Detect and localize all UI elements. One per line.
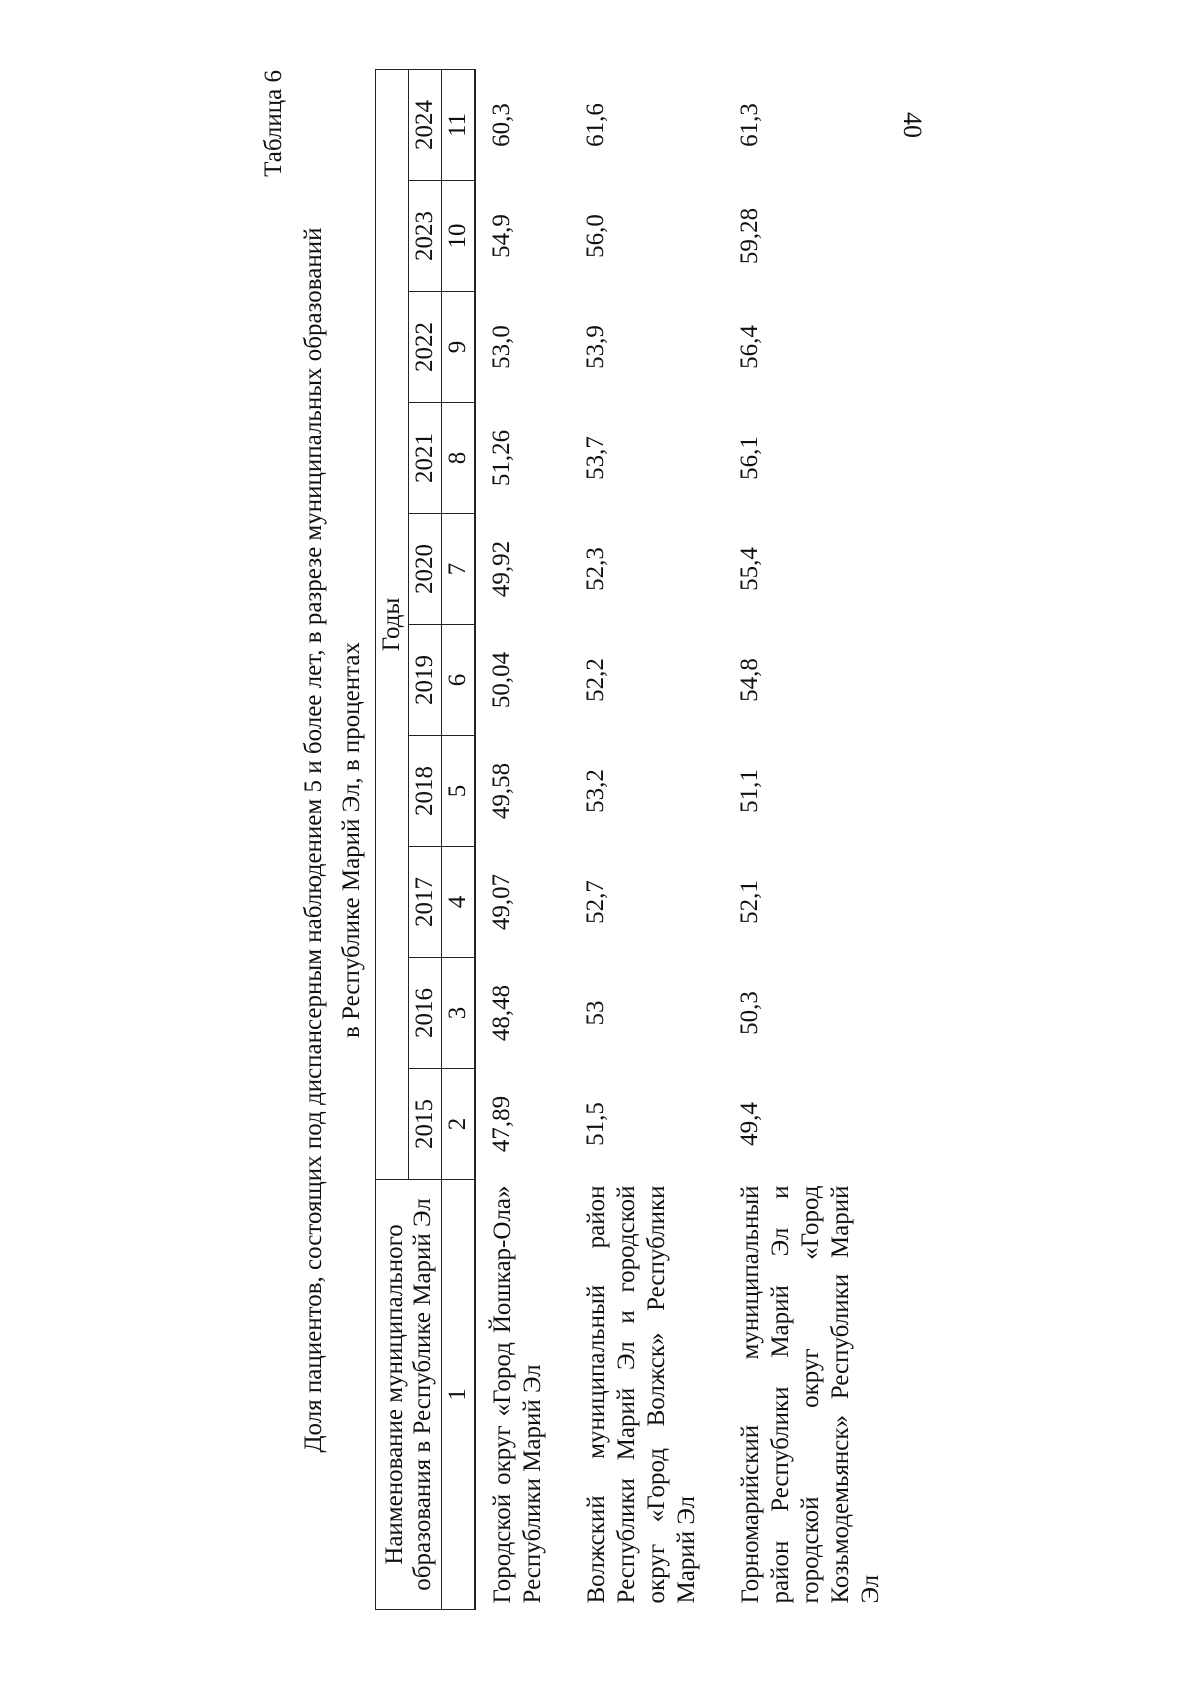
value-cell: 54,9 — [488, 214, 515, 258]
value-cell: 51,1 — [736, 769, 763, 813]
year-header: 2018 — [409, 736, 442, 847]
value-cell: 60,3 — [488, 103, 515, 147]
column-number: 5 — [442, 736, 476, 847]
column-number: 6 — [442, 625, 476, 736]
value-cell: 52,1 — [736, 880, 763, 924]
value-cell: 54,8 — [736, 658, 763, 702]
year-header: 2021 — [409, 403, 442, 514]
data-table — [375, 69, 908, 1610]
column-number: 11 — [442, 70, 476, 181]
value-cell: 53,7 — [582, 436, 609, 480]
column-number: 7 — [442, 514, 476, 625]
column-number: 3 — [442, 958, 476, 1069]
municipality-name: Волжский муниципальный район Республики Марий Эл и городской округ «Город Волжск» Республики Марий Эл — [583, 1185, 700, 1604]
value-cell: 49,4 — [736, 1102, 763, 1146]
value-cell: 61,6 — [582, 103, 609, 147]
value-cell: 61,3 — [736, 103, 763, 147]
year-header: 2019 — [409, 625, 442, 736]
rotated-landscape-content — [255, 70, 975, 1610]
value-cell: 53,0 — [488, 325, 515, 369]
value-cell: 50,04 — [488, 651, 515, 709]
value-cell: 51,26 — [488, 429, 515, 487]
table-row — [570, 70, 724, 1610]
municipality-name: Городской округ «Город Йошкар-Ола» Республики Марий Эл — [489, 1185, 546, 1604]
table-label: Таблица 6 — [260, 70, 287, 177]
value-cell: 56,1 — [736, 436, 763, 480]
value-cell: 55,4 — [736, 547, 763, 591]
value-cell: 56,0 — [582, 214, 609, 258]
year-header: 2023 — [409, 181, 442, 292]
value-cell: 56,4 — [736, 325, 763, 369]
value-cell: 51,5 — [582, 1102, 609, 1146]
table-title — [295, 70, 371, 1610]
table-title-line-2: в Республике Марий Эл, в процентах — [338, 642, 365, 1038]
value-cell: 50,3 — [736, 991, 763, 1035]
year-header: 2024 — [409, 70, 442, 181]
value-cell: 53,9 — [582, 325, 609, 369]
value-cell: 48,48 — [488, 984, 515, 1042]
municipality-name: Горномарийский муниципальный район Республики Марий Эл и городской округ «Город Козьмодемьянск» Республики Марий Эл — [737, 1185, 884, 1604]
column-number: 8 — [442, 403, 476, 514]
value-cell: 59,28 — [736, 207, 763, 265]
value-cell: 53 — [582, 1000, 609, 1026]
column-number: 2 — [442, 1069, 476, 1180]
table-row — [724, 70, 908, 1610]
value-cell: 53,2 — [582, 769, 609, 813]
value-cell: 49,07 — [488, 873, 515, 931]
year-header: 2017 — [409, 847, 442, 958]
table-row — [475, 70, 570, 1610]
year-header: 2022 — [409, 292, 442, 403]
years-header: Годы — [376, 70, 409, 1180]
value-cell: 47,89 — [488, 1095, 515, 1153]
column-number: 10 — [442, 181, 476, 292]
column-number-row — [442, 70, 476, 1610]
value-cell: 49,92 — [488, 540, 515, 598]
value-cell: 52,7 — [582, 880, 609, 924]
column-number: 9 — [442, 292, 476, 403]
column-number: 4 — [442, 847, 476, 958]
name-column-header: Наименование муниципального образования в Республике Марий Эл — [376, 1180, 442, 1610]
value-cell: 52,2 — [582, 658, 609, 702]
year-header: 2015 — [409, 1069, 442, 1180]
page-number: 40 — [898, 112, 927, 138]
year-header: 2016 — [409, 958, 442, 1069]
value-cell: 49,58 — [488, 762, 515, 820]
value-cell: 52,3 — [582, 547, 609, 591]
table-title-line-1: Доля пациентов, состоящих под диспансерным наблюдением 5 и более лет, в разрезе муниципальных образований — [300, 227, 327, 1453]
year-header: 2020 — [409, 514, 442, 625]
column-number: 1 — [442, 1180, 476, 1610]
